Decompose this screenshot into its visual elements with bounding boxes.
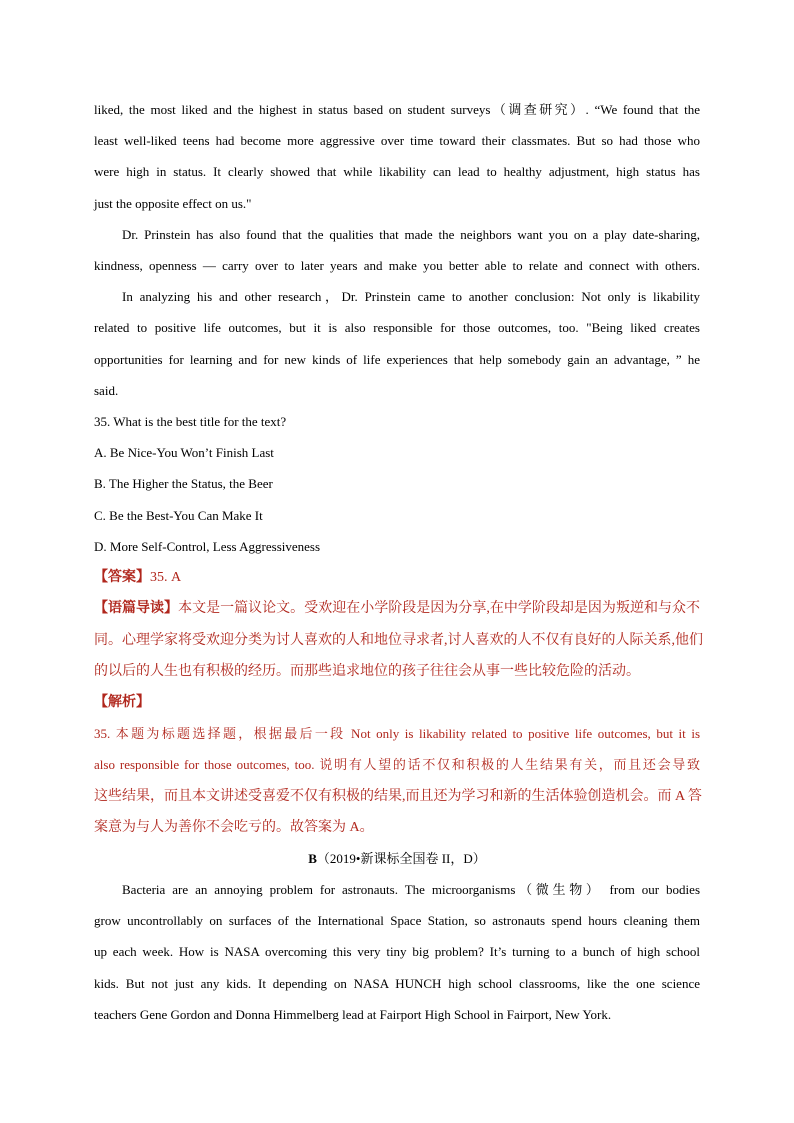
passage-b-line: up each week. How is NASA overcoming this very tiny big problem? It’s turning to a bunch of high school bbox=[94, 944, 700, 959]
answer-line bbox=[94, 569, 700, 587]
analysis-line: also responsible for those outcomes, too. 说明有人望的话不仅和积极的人生结果有关，而且还会导致 bbox=[94, 757, 700, 772]
passage-line: liked, the most liked and the highest in status based on student surveys（调查研究）. “We found that the bbox=[94, 102, 700, 117]
passage-line: Dr. Prinstein has also found that the qualities that made the neighbors want you on a play date-sharing, bbox=[122, 227, 700, 242]
passage-line: opportunities for learning and for new kinds of life experiences that help somebody gain an advantage, ” he bbox=[94, 352, 700, 367]
passage-line: kindness, openness — carry over to later years and make you better able to relate and connect with others. bbox=[94, 258, 700, 273]
guide-line bbox=[94, 600, 700, 618]
guide-line: 同。心理学家将受欢迎分类为讨人喜欢的人和地位寻求者,讨人喜欢的人不仅有良好的人际关系,他们 bbox=[94, 633, 703, 648]
guide-tag: 【语篇导读】 bbox=[94, 601, 179, 616]
section-b-heading bbox=[94, 850, 700, 868]
option-b: B. The Higher the Status, the Beer bbox=[94, 476, 273, 491]
analysis-line: 这些结果，而且本文讲述受喜爱不仅有积极的结果,而且还为学习和新的生活体验创造机会。而 A 答 bbox=[94, 789, 702, 804]
guide-line: 的以后的人生也有积极的经历。而那些追求地位的孩子往往会从事一些比较危险的活动。 bbox=[94, 664, 640, 679]
analysis-line: 案意为与人为善你不会吃亏的。故答案为 A。 bbox=[94, 820, 374, 835]
guide-text: 本文是一篇议论文。受欢迎在小学阶段是因为分享,在中学阶段却是因为叛逆和与众不 bbox=[178, 601, 701, 616]
question-stem: 35. What is the best title for the text? bbox=[94, 414, 287, 429]
passage-b-line: Bacteria are an annoying problem for astronauts. The microorganisms（微生物） from our bodies bbox=[122, 882, 700, 897]
option-c: C. Be the Best-You Can Make It bbox=[94, 508, 263, 523]
passage-b-line: kids. But not just any kids. It depending on NASA HUNCH high school classrooms, like the one science bbox=[94, 976, 700, 991]
section-letter: B bbox=[308, 851, 317, 866]
passage-b-line: grow uncontrollably on surfaces of the International Space Station, so astronauts spend hours cleaning them bbox=[94, 913, 700, 928]
passage-b-line: teachers Gene Gordon and Donna Himmelberg lead at Fairport High School in Fairport, New York. bbox=[94, 1007, 612, 1022]
passage-line: related to positive life outcomes, but it is also responsible for those outcomes, too. "Being liked creates bbox=[94, 320, 700, 335]
passage-line: were high in status. It clearly showed that while likability can lead to healthy adjustment, high status has bbox=[94, 164, 700, 179]
passage-line: just the opposite effect on us." bbox=[94, 196, 252, 211]
option-a: A. Be Nice-You Won’t Finish Last bbox=[94, 445, 274, 460]
analysis-tag: 【解析】 bbox=[94, 695, 150, 710]
section-source: （2019•新课标全国卷 II，D） bbox=[316, 851, 486, 866]
answer-tag: 【答案】 bbox=[94, 570, 150, 585]
analysis-line: 35. 本题为标题选择题，根据最后一段 Not only is likability related to positive life outcomes, but it is bbox=[94, 726, 700, 741]
analysis-heading bbox=[94, 694, 700, 712]
passage-line: In analyzing his and other research，Dr. Prinstein came to another conclusion: Not only is likability bbox=[122, 289, 700, 304]
answer-value: 35. A bbox=[150, 570, 182, 585]
passage-line: least well-liked teens had become more aggressive over time toward their classmates. But so had those who bbox=[94, 133, 700, 148]
passage-line: said. bbox=[94, 383, 119, 398]
option-d: D. More Self-Control, Less Aggressiveness bbox=[94, 539, 321, 554]
